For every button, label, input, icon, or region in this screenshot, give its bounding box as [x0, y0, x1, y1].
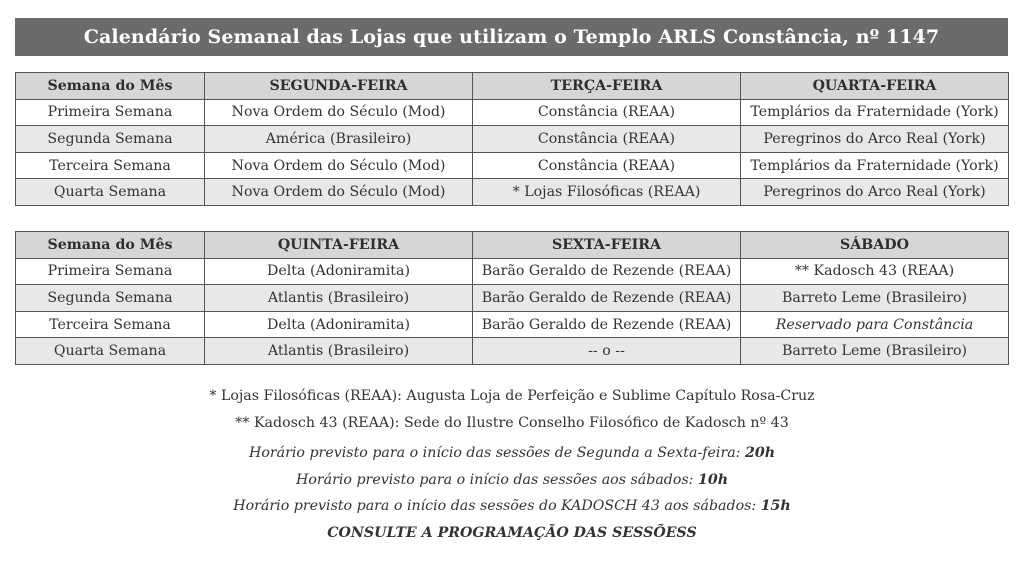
- lodge-cell: Atlantis (Brasileiro): [205, 285, 473, 312]
- weekly-calendar-table-mon-wed: [15, 72, 1009, 206]
- lodge-cell: Barreto Leme (Brasileiro): [741, 338, 1009, 365]
- lodge-cell: Delta (Adoniramita): [205, 311, 473, 338]
- schedule-weekdays-text: Horário previsto para o início das sessões de Segunda a Sexta-feira:: [248, 445, 745, 461]
- lodge-cell: Constância (REAA): [473, 99, 741, 126]
- schedule-weekdays-time: 20h: [744, 445, 776, 461]
- week-label-cell: Quarta Semana: [16, 179, 205, 206]
- lodge-cell: * Lojas Filosóficas (REAA): [473, 179, 741, 206]
- lodge-cell: Barão Geraldo de Rezende (REAA): [473, 285, 741, 312]
- week-label-cell: Primeira Semana: [16, 258, 205, 285]
- lodge-cell: Peregrinos do Arco Real (York): [741, 179, 1009, 206]
- notes-section: [0, 383, 1024, 546]
- footnote-lojas-filosoficas: * Lojas Filosóficas (REAA): Augusta Loja de Perfeição e Sublime Capítulo Rosa-Cruz: [209, 388, 815, 404]
- lodge-cell: Delta (Adoniramita): [205, 258, 473, 285]
- lodge-cell: Atlantis (Brasileiro): [205, 338, 473, 365]
- schedule-saturdays-text: Horário previsto para o início das sessões aos sábados:: [295, 471, 698, 488]
- lodge-cell: Nova Ordem do Século (Mod): [205, 179, 473, 206]
- week-label-cell: Segunda Semana: [16, 126, 205, 153]
- header-friday: SEXTA-FEIRA: [473, 232, 741, 259]
- schedule-saturdays-time: 10h: [697, 471, 729, 488]
- table-header-row: [16, 232, 1009, 259]
- table-row: [16, 152, 1009, 179]
- week-label-cell: Segunda Semana: [16, 285, 205, 312]
- table-row: [16, 258, 1009, 285]
- lodge-cell: Barreto Leme (Brasileiro): [741, 285, 1009, 312]
- header-week-of-month: Semana do Mês: [16, 73, 205, 100]
- header-thursday: QUINTA-FEIRA: [205, 232, 473, 259]
- lodge-cell: ** Kadosch 43 (REAA): [741, 258, 1009, 285]
- week-label-cell: Primeira Semana: [16, 99, 205, 126]
- lodge-cell: Templários da Fraternidade (York): [741, 99, 1009, 126]
- empty-slot-cell: -- o --: [473, 338, 741, 365]
- lodge-cell: Peregrinos do Arco Real (York): [741, 126, 1009, 153]
- weekly-calendar-table-thu-sat: [15, 231, 1009, 365]
- lodge-cell: Constância (REAA): [473, 126, 741, 153]
- lodge-cell: Constância (REAA): [473, 152, 741, 179]
- consult-notice: CONSULTE A PROGRAMAÇÃO DAS SESSÕESS: [327, 524, 697, 541]
- lodge-cell: Barão Geraldo de Rezende (REAA): [473, 258, 741, 285]
- header-tuesday: TERÇA-FEIRA: [473, 73, 741, 100]
- header-saturday: SÁBADO: [741, 232, 1009, 259]
- week-label-cell: Quarta Semana: [16, 338, 205, 365]
- table-row: [16, 99, 1009, 126]
- header-week-of-month: Semana do Mês: [16, 232, 205, 259]
- table-header-row: [16, 73, 1009, 100]
- lodge-cell: Templários da Fraternidade (York): [741, 152, 1009, 179]
- header-monday: SEGUNDA-FEIRA: [205, 73, 473, 100]
- table-row: [16, 126, 1009, 153]
- header-wednesday: QUARTA-FEIRA: [741, 73, 1009, 100]
- lodge-cell: Nova Ordem do Século (Mod): [205, 99, 473, 126]
- lodge-cell: Nova Ordem do Século (Mod): [205, 152, 473, 179]
- week-label-cell: Terceira Semana: [16, 152, 205, 179]
- footnote-kadosch: ** Kadosch 43 (REAA): Sede do Ilustre Conselho Filosófico de Kadosch nº 43: [235, 414, 789, 431]
- schedule-weekdays: [0, 440, 1024, 467]
- lodge-cell: América (Brasileiro): [205, 126, 473, 153]
- table-row: [16, 311, 1009, 338]
- schedule-kadosch-text: Horário previsto para o início das sessões do KADOSCH 43 aos sábados:: [233, 498, 761, 514]
- schedule-saturdays: [0, 467, 1024, 494]
- lodge-cell: Barão Geraldo de Rezende (REAA): [473, 311, 741, 338]
- week-label-cell: Terceira Semana: [16, 311, 205, 338]
- page-title: Calendário Semanal das Lojas que utilizam o Templo ARLS Constância, nº 1147: [15, 18, 1008, 56]
- schedule-kadosch: [0, 493, 1024, 520]
- table-row: [16, 338, 1009, 365]
- schedule-kadosch-time: 15h: [760, 498, 791, 514]
- table-row: [16, 179, 1009, 206]
- reserved-cell: Reservado para Constância: [741, 311, 1009, 338]
- table-row: [16, 285, 1009, 312]
